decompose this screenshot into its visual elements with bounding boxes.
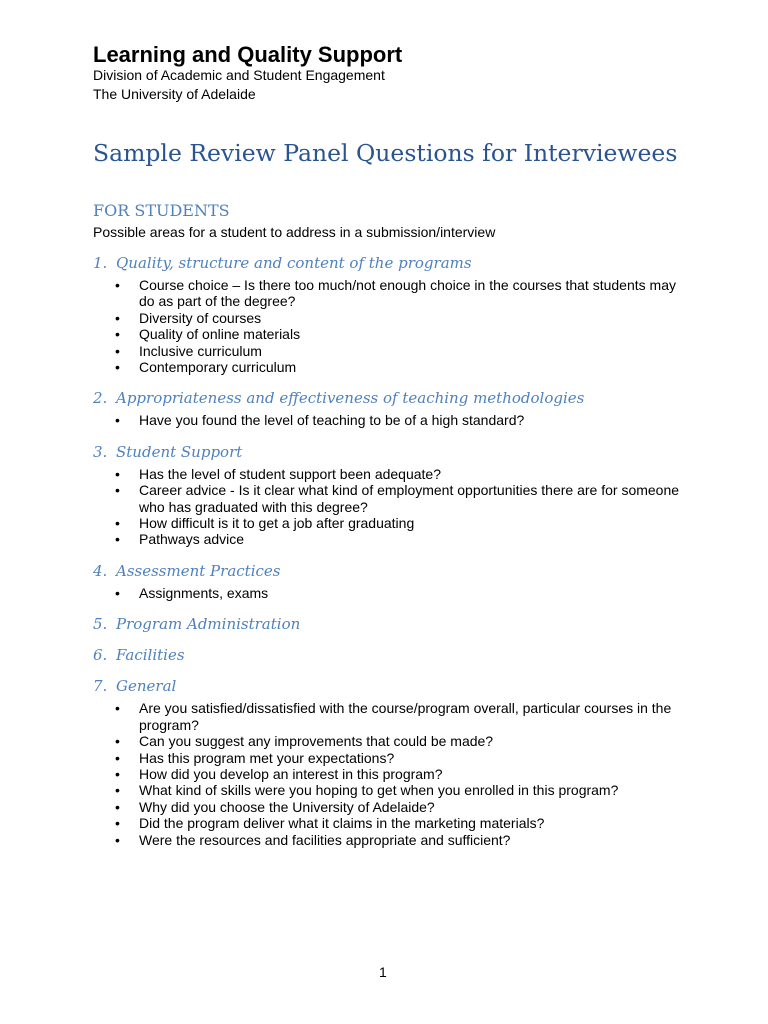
bullet-icon: •	[115, 465, 120, 482]
section-heading: FOR STUDENTS	[93, 201, 230, 220]
list-item-text: Pathways advice	[139, 531, 245, 548]
bullet-icon: •	[115, 584, 120, 601]
question-section	[93, 561, 693, 601]
list-item	[93, 412, 693, 428]
bullet-icon: •	[115, 482, 120, 499]
list-item	[93, 482, 693, 515]
division-name: Division of Academic and Student Engagement	[93, 67, 385, 83]
organization-title: Learning and Quality Support	[93, 42, 403, 67]
bullet-icon: •	[115, 531, 120, 548]
list-item-text: Have you found the level of teaching to be of a high standard?	[139, 412, 525, 429]
question-section	[93, 442, 693, 548]
list-item-text: Are you satisfied/dissatisfied with the course/program overall, particular courses in the program?	[139, 700, 672, 733]
question-list	[93, 253, 693, 861]
list-item	[93, 326, 693, 342]
list-item-text: Inclusive curriculum	[139, 342, 262, 359]
list-item-text: Were the resources and facilities appropriate and sufficient?	[139, 831, 511, 848]
section-item-number: 1.	[93, 254, 108, 272]
section-item-number: 5.	[93, 615, 108, 634]
section-item-number: 6.	[93, 646, 108, 665]
bullet-list	[93, 466, 693, 548]
bullet-icon: •	[115, 277, 120, 293]
list-item	[93, 799, 693, 815]
bullet-icon: •	[115, 326, 120, 343]
section-item-heading	[93, 676, 693, 696]
list-item-text: Contemporary curriculum	[139, 359, 297, 376]
list-item	[93, 733, 693, 749]
bullet-icon: •	[115, 700, 120, 717]
section-item-title: Student Support	[116, 442, 243, 461]
list-item	[93, 766, 693, 782]
list-item	[93, 700, 693, 733]
section-item-number: 7.	[93, 677, 108, 696]
bullet-icon: •	[115, 733, 120, 750]
intro-text: Possible areas for a student to address in a submission/interview	[93, 224, 496, 240]
bullet-list	[93, 412, 693, 428]
list-item-text: What kind of skills were you hoping to get when you enrolled in this program?	[139, 782, 619, 799]
section-item-heading	[93, 388, 693, 408]
section-item-title: Appropriateness and effectiveness of teaching methodologies	[116, 389, 585, 408]
bullet-list	[93, 277, 693, 375]
bullet-list	[93, 700, 693, 848]
bullet-icon: •	[115, 798, 120, 815]
list-item-text: Has the level of student support been adequate?	[139, 465, 441, 482]
list-item	[93, 343, 693, 359]
list-item-text: Why did you choose the University of Adelaide?	[139, 798, 435, 815]
bullet-icon: •	[115, 342, 120, 359]
section-item-number: 4.	[93, 561, 108, 580]
section-item-title: Quality, structure and content of the programs	[116, 254, 472, 272]
bullet-icon: •	[115, 515, 120, 532]
section-item-number: 3.	[93, 442, 108, 461]
list-item-text: Can you suggest any improvements that could be made?	[139, 733, 494, 750]
bullet-list	[93, 585, 693, 601]
list-item	[93, 515, 693, 531]
document-title: Sample Review Panel Questions for Interviewees	[93, 139, 678, 167]
question-section	[93, 388, 693, 428]
list-item	[93, 585, 693, 601]
list-item-text: Quality of online materials	[139, 326, 301, 343]
bullet-icon: •	[115, 765, 120, 782]
list-item	[93, 310, 693, 326]
list-item-text: Career advice - Is it clear what kind of employment opportunities there are for someone who has graduated with this degree?	[139, 482, 680, 515]
section-item-heading	[93, 614, 693, 634]
section-item-number: 2.	[93, 389, 108, 408]
list-item	[93, 750, 693, 766]
section-item-heading	[93, 253, 693, 273]
list-item-text: How difficult is it to get a job after graduating	[139, 515, 415, 532]
section-item-title: Assessment Practices	[116, 561, 281, 580]
bullet-icon: •	[115, 309, 120, 326]
question-section	[93, 253, 693, 375]
bullet-icon: •	[115, 782, 120, 799]
list-item-text: Diversity of courses	[139, 309, 262, 326]
list-item	[93, 832, 693, 848]
section-item-heading	[93, 442, 693, 462]
bullet-icon: •	[115, 749, 120, 766]
list-item-text: Course choice – Is there too much/not enough choice in the courses that students may do as part of the degree?	[139, 277, 676, 310]
page-number: 1	[379, 964, 387, 980]
section-item-title: Facilities	[116, 646, 185, 665]
bullet-icon: •	[115, 359, 120, 376]
list-item	[93, 466, 693, 482]
bullet-icon: •	[115, 831, 120, 848]
list-item-text: How did you develop an interest in this program?	[139, 765, 443, 782]
list-item	[93, 815, 693, 831]
list-item	[93, 782, 693, 798]
bullet-icon: •	[115, 815, 120, 832]
list-item	[93, 531, 693, 547]
university-name: The University of Adelaide	[93, 86, 256, 102]
section-item-heading	[93, 645, 693, 665]
list-item-text: Has this program met your expectations?	[139, 749, 395, 766]
list-item-text: Did the program deliver what it claims in the marketing materials?	[139, 815, 545, 832]
list-item-text: Assignments, exams	[139, 584, 269, 601]
list-item	[93, 359, 693, 375]
list-item	[93, 277, 693, 310]
question-section	[93, 676, 693, 848]
section-item-title: General	[116, 677, 177, 696]
section-item-title: Program Administration	[116, 615, 301, 634]
bullet-icon: •	[115, 412, 120, 429]
question-section	[93, 614, 693, 634]
section-item-heading	[93, 561, 693, 581]
question-section	[93, 645, 693, 665]
